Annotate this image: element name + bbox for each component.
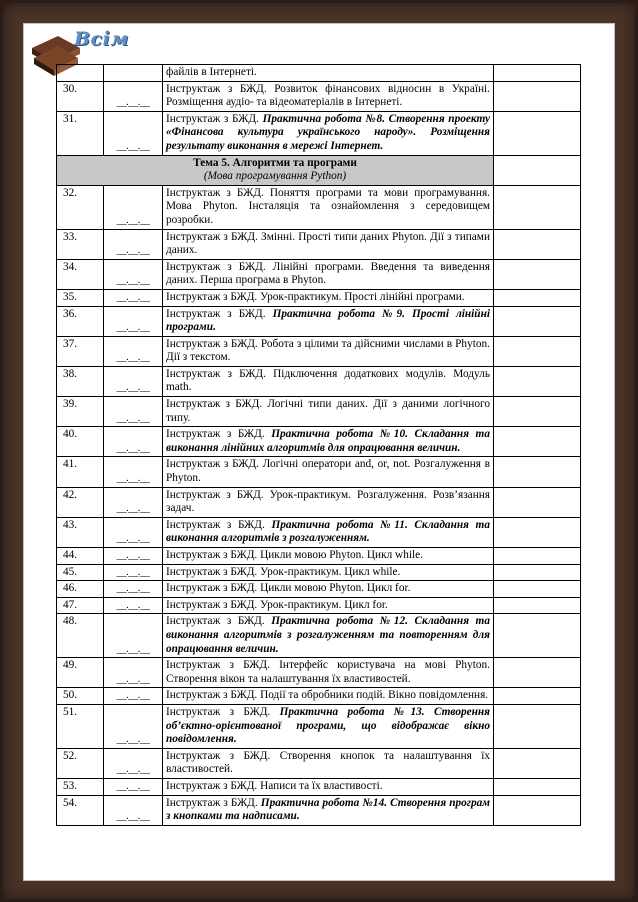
topic-text: Інструктаж з БЖД. Поняття програми та мови програмування. Мова Phyton. Інсталяція та ознайомлення з середовищем розробки. <box>166 186 490 226</box>
topic-text: Інструктаж з БЖД. Урок-практикум. Прості лінійні програми. <box>166 290 465 303</box>
lesson-number: 43. <box>57 517 104 547</box>
notes-cell <box>494 397 581 427</box>
lesson-date: __.__.__ <box>104 81 163 111</box>
notes-cell <box>494 336 581 366</box>
lesson-topic <box>163 795 494 825</box>
table-row <box>57 704 581 748</box>
table-row <box>57 306 581 336</box>
topic-text: Інструктаж з БЖД. Урок-практикум. Цикл while. <box>166 565 401 578</box>
table-row <box>57 289 581 306</box>
lesson-number: 48. <box>57 614 104 658</box>
lesson-topic <box>163 306 494 336</box>
notes-cell <box>494 564 581 581</box>
table-row <box>57 487 581 517</box>
lesson-date: __.__.__ <box>104 704 163 748</box>
table-row <box>57 111 581 155</box>
topic-text: Інструктаж з БЖД. Лінійні програми. Введення та виведення даних. Перша програма в Phyton. <box>166 260 490 287</box>
lesson-topic <box>163 597 494 614</box>
lesson-topic <box>163 289 494 306</box>
table-row <box>57 185 581 229</box>
topic-text: Інструктаж з БЖД. <box>166 518 272 531</box>
lesson-number: 39. <box>57 397 104 427</box>
lesson-date: __.__.__ <box>104 564 163 581</box>
lesson-date: __.__.__ <box>104 185 163 229</box>
lesson-topic <box>163 65 494 82</box>
table-row <box>57 517 581 547</box>
table-row <box>57 614 581 658</box>
lesson-number: 41. <box>57 457 104 487</box>
lesson-date: __.__.__ <box>104 487 163 517</box>
lesson-topic <box>163 704 494 748</box>
table-row <box>57 336 581 366</box>
lesson-date: __.__.__ <box>104 289 163 306</box>
lesson-topic <box>163 581 494 598</box>
topic-text: Інструктаж з БЖД. <box>166 705 280 718</box>
notes-cell <box>494 229 581 259</box>
lesson-topic <box>163 111 494 155</box>
notes-cell <box>494 548 581 565</box>
lesson-date: __.__.__ <box>104 688 163 705</box>
notes-cell <box>494 658 581 688</box>
lesson-number: 46. <box>57 581 104 598</box>
notes-cell <box>494 487 581 517</box>
table-row <box>57 427 581 457</box>
notes-cell <box>494 688 581 705</box>
practical-work-text: Практична робота №10. Складання та виконання лінійних алгоритмів для опрацювання величин. <box>166 428 490 454</box>
section-header-row <box>57 155 581 185</box>
lesson-date <box>104 65 163 82</box>
lesson-topic <box>163 397 494 427</box>
table-row <box>57 366 581 396</box>
lesson-date: __.__.__ <box>104 548 163 565</box>
topic-text: Інструктаж з БЖД. Розвиток фінансових відносин в Україні. Розміщення аудіо- та відеоматеріалів в Інтернеті. <box>166 82 490 109</box>
topic-text: Інструктаж з БЖД. Цикли мовою Phyton. Цикл for. <box>166 582 411 595</box>
notes-cell <box>494 457 581 487</box>
lesson-number: 38. <box>57 366 104 396</box>
notes-cell <box>494 259 581 289</box>
topic-text: Інструктаж з БЖД. Написи та їх властивості. <box>166 779 383 792</box>
topic-text: Інструктаж з БЖД. Робота з цілими та дійсними числами в Phyton. Дії з текстом. <box>166 337 490 364</box>
lesson-number: 31. <box>57 111 104 155</box>
topic-text: Інструктаж з БЖД. <box>166 112 263 125</box>
table-row <box>57 229 581 259</box>
table-row <box>57 581 581 598</box>
logo-text: Всім <box>74 28 129 50</box>
lesson-topic <box>163 658 494 688</box>
practical-work-text: Практична робота №12. Складання та виконання алгоритмів з розгалуженням та повторенням для опрацювання величин. <box>166 615 490 655</box>
notes-cell <box>494 704 581 748</box>
lesson-date: __.__.__ <box>104 336 163 366</box>
topic-text: Інструктаж з БЖД. <box>166 796 261 809</box>
lesson-topic <box>163 564 494 581</box>
lesson-topic <box>163 81 494 111</box>
notes-cell <box>494 778 581 795</box>
practical-work-text: Практична робота №8. Створення проекту «Фінансова культура українського народу». Розміщення результату виконання в мережі Інтернет. <box>166 112 490 152</box>
lesson-topic <box>163 748 494 778</box>
table-row <box>57 748 581 778</box>
notes-cell <box>494 306 581 336</box>
lesson-date: __.__.__ <box>104 658 163 688</box>
table-row <box>57 778 581 795</box>
lesson-number: 44. <box>57 548 104 565</box>
lesson-number: 35. <box>57 289 104 306</box>
topic-text: Інструктаж з БЖД. Створення кнопок та налаштування їх властивостей. <box>166 749 490 776</box>
lesson-number: 52. <box>57 748 104 778</box>
lesson-topic <box>163 614 494 658</box>
lesson-number: 54. <box>57 795 104 825</box>
notes-cell <box>494 81 581 111</box>
notes-cell <box>494 614 581 658</box>
notes-cell <box>494 155 581 185</box>
lesson-topic <box>163 185 494 229</box>
lesson-topic <box>163 548 494 565</box>
lesson-date: __.__.__ <box>104 306 163 336</box>
lesson-number: 51. <box>57 704 104 748</box>
table-row <box>57 658 581 688</box>
lesson-number <box>57 65 104 82</box>
lesson-date: __.__.__ <box>104 748 163 778</box>
lesson-date: __.__.__ <box>104 427 163 457</box>
table-row <box>57 397 581 427</box>
lesson-date: __.__.__ <box>104 795 163 825</box>
notes-cell <box>494 427 581 457</box>
section-header <box>57 155 494 185</box>
lesson-date: __.__.__ <box>104 229 163 259</box>
lesson-date: __.__.__ <box>104 517 163 547</box>
lesson-topic <box>163 366 494 396</box>
lesson-topic <box>163 427 494 457</box>
table-row <box>57 548 581 565</box>
lesson-date: __.__.__ <box>104 111 163 155</box>
lesson-topic <box>163 259 494 289</box>
topic-text: Інструктаж з БЖД. Змінні. Прості типи даних Phyton. Дії з типами даних. <box>166 230 490 257</box>
lesson-date: __.__.__ <box>104 614 163 658</box>
section-subtitle: (Мова програмування Python) <box>203 170 347 183</box>
lesson-date: __.__.__ <box>104 397 163 427</box>
topic-text: Інструктаж з БЖД. <box>166 615 272 628</box>
lesson-topic <box>163 336 494 366</box>
topic-text: Інструктаж з БЖД. Урок-практикум. Цикл for. <box>166 598 388 611</box>
lesson-number: 45. <box>57 564 104 581</box>
topic-text: Інструктаж з БЖД. Логічні типи даних. Дії з даними логічного типу. <box>166 398 490 424</box>
lesson-number: 49. <box>57 658 104 688</box>
lesson-number: 36. <box>57 306 104 336</box>
lesson-date: __.__.__ <box>104 778 163 795</box>
lesson-topic <box>163 457 494 487</box>
topic-text: Інструктаж з БЖД. Підключення додаткових модулів. Модуль math. <box>166 367 490 394</box>
topic-text: файлів в Інтернеті. <box>166 66 257 78</box>
lesson-number: 37. <box>57 336 104 366</box>
topic-text: Інструктаж з БЖД. <box>166 307 273 320</box>
lesson-number: 42. <box>57 487 104 517</box>
notes-cell <box>494 366 581 396</box>
topic-text: Інструктаж з БЖД. Логічні оператори and, or, not. Розгалуження в Phyton. <box>166 458 490 485</box>
lesson-number: 32. <box>57 185 104 229</box>
lesson-number: 50. <box>57 688 104 705</box>
notes-cell <box>494 795 581 825</box>
lesson-date: __.__.__ <box>104 259 163 289</box>
table-row <box>57 795 581 825</box>
table-row <box>57 65 581 82</box>
topic-text: Інструктаж з БЖД. <box>166 428 272 441</box>
section-title: Тема 5. Алгоритми та програми <box>193 156 357 169</box>
topic-text: Інструктаж з БЖД. Події та обробники подій. Вікно повідомлення. <box>166 689 489 702</box>
lesson-date: __.__.__ <box>104 366 163 396</box>
lesson-date: __.__.__ <box>104 457 163 487</box>
notes-cell <box>494 748 581 778</box>
lesson-number: 40. <box>57 427 104 457</box>
table-row <box>57 259 581 289</box>
notes-cell <box>494 597 581 614</box>
practical-work-text: Практична робота №13. Створення об’єктно-орієнтованої програми, що відображає вікно повідомлення. <box>166 705 491 746</box>
table-row <box>57 597 581 614</box>
lesson-number: 53. <box>57 778 104 795</box>
practical-work-text: Практична робота №11. Складання та виконання алгоритмів з розгалуженням. <box>166 518 490 545</box>
lesson-plan-table <box>56 64 581 826</box>
lesson-date: __.__.__ <box>104 597 163 614</box>
topic-text: Інструктаж з БЖД. Цикли мовою Phyton. Цикл while. <box>166 549 423 561</box>
lesson-number: 33. <box>57 229 104 259</box>
lesson-topic <box>163 517 494 547</box>
lesson-topic <box>163 229 494 259</box>
table-row <box>57 81 581 111</box>
notes-cell <box>494 65 581 82</box>
notes-cell <box>494 289 581 306</box>
notes-cell <box>494 517 581 547</box>
lesson-number: 47. <box>57 597 104 614</box>
lesson-topic <box>163 487 494 517</box>
lesson-number: 34. <box>57 259 104 289</box>
topic-text: Інструктаж з БЖД. Урок-практикум. Розгалуження. Розв’язання задач. <box>166 488 490 515</box>
lesson-topic <box>163 778 494 795</box>
topic-text: Інструктаж з БЖД. Інтерфейс користувача на мові Phyton. Створення вікон та налаштування їх властивостей. <box>166 659 490 685</box>
practical-work-text: Практична робота №9. Прості лінійні програми. <box>166 307 490 334</box>
notes-cell <box>494 185 581 229</box>
lesson-date: __.__.__ <box>104 581 163 598</box>
table-row <box>57 688 581 705</box>
lesson-topic <box>163 688 494 705</box>
lesson-number: 30. <box>57 81 104 111</box>
table-row <box>57 457 581 487</box>
practical-work-text: Практична робота №14. Створення програм з кнопками та надписами. <box>166 796 490 823</box>
notes-cell <box>494 581 581 598</box>
table-row <box>57 564 581 581</box>
notes-cell <box>494 111 581 155</box>
